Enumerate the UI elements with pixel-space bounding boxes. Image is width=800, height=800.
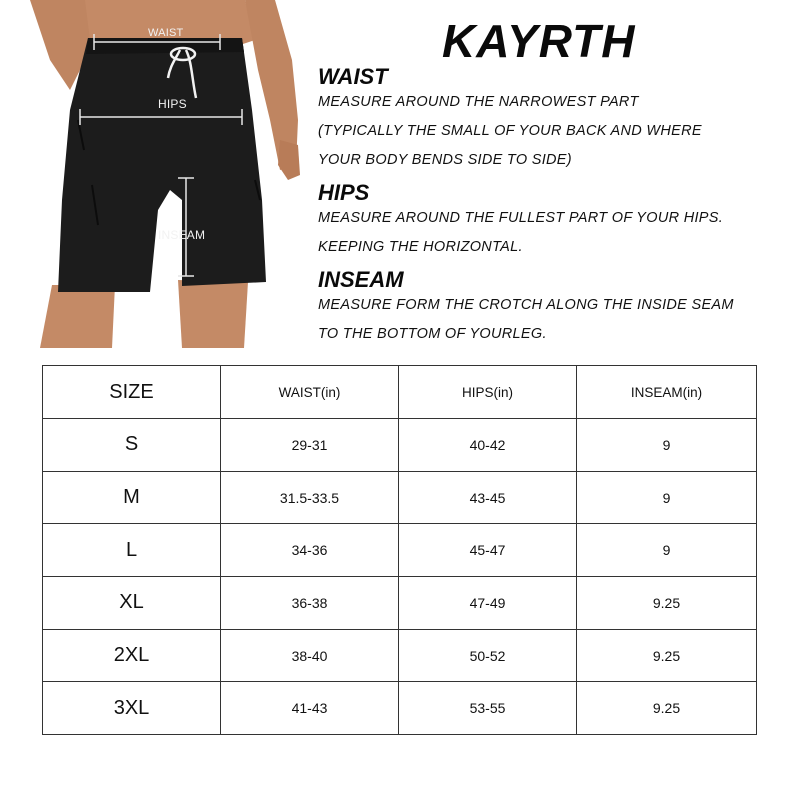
header-hips: HIPS(in): [399, 366, 577, 419]
hips-cell: 50-52: [399, 629, 577, 682]
waist-measure-label: WAIST: [148, 27, 184, 39]
waist-cell: 41-43: [221, 682, 399, 735]
hips-cell: 53-55: [399, 682, 577, 735]
header-inseam: INSEAM(in): [577, 366, 757, 419]
hips-measure-label: HIPS: [158, 97, 187, 111]
inseam-desc-line: TO THE BOTTOM OF YOURLEG.: [318, 326, 547, 342]
waist-desc-line: MEASURE AROUND THE NARROWEST PART: [318, 94, 639, 110]
product-photo: [30, 0, 300, 348]
waist-cell: 31.5-33.5: [221, 471, 399, 524]
brand-logo: KAYRTH: [442, 15, 636, 67]
inseam-cell: 9.25: [577, 682, 757, 735]
shorts-illustration: [30, 0, 300, 348]
table-row: [43, 629, 757, 682]
inseam-cell: 9.25: [577, 577, 757, 630]
waist-cell: 38-40: [221, 629, 399, 682]
table-row: [43, 419, 757, 472]
hips-cell: 43-45: [399, 471, 577, 524]
table-row: [43, 577, 757, 630]
inseam-desc-line: MEASURE FORM THE CROTCH ALONG THE INSIDE SEAM: [318, 297, 734, 313]
hips-cell: 40-42: [399, 419, 577, 472]
inseam-measure-label: INSEAM: [158, 228, 206, 242]
size-cell: S: [43, 419, 221, 472]
hips-desc-line: KEEPING THE HORIZONTAL.: [318, 239, 523, 255]
hips-heading: HIPS: [318, 180, 370, 205]
waist-cell: 34-36: [221, 524, 399, 577]
inseam-cell: 9: [577, 471, 757, 524]
header-size: SIZE: [43, 366, 221, 419]
size-cell: 3XL: [43, 682, 221, 735]
hips-cell: 47-49: [399, 577, 577, 630]
inseam-cell: 9: [577, 419, 757, 472]
inseam-cell: 9: [577, 524, 757, 577]
inseam-cell: 9.25: [577, 629, 757, 682]
inseam-heading: INSEAM: [318, 267, 404, 292]
table-row: [43, 471, 757, 524]
waist-desc-line: (TYPICALLY THE SMALL OF YOUR BACK AND WHERE: [318, 123, 702, 139]
size-chart-table: [42, 365, 757, 735]
size-cell: 2XL: [43, 629, 221, 682]
table-header-row: [43, 366, 757, 419]
size-cell: L: [43, 524, 221, 577]
header-waist: WAIST(in): [221, 366, 399, 419]
waist-cell: 36-38: [221, 577, 399, 630]
table-row: [43, 524, 757, 577]
waist-desc-line: YOUR BODY BENDS SIDE TO SIDE): [318, 152, 572, 168]
size-cell: M: [43, 471, 221, 524]
hips-cell: 45-47: [399, 524, 577, 577]
waist-heading: WAIST: [318, 64, 388, 89]
waist-cell: 29-31: [221, 419, 399, 472]
hips-desc-line: MEASURE AROUND THE FULLEST PART OF YOUR HIPS.: [318, 210, 724, 226]
size-cell: XL: [43, 577, 221, 630]
table-row: [43, 682, 757, 735]
